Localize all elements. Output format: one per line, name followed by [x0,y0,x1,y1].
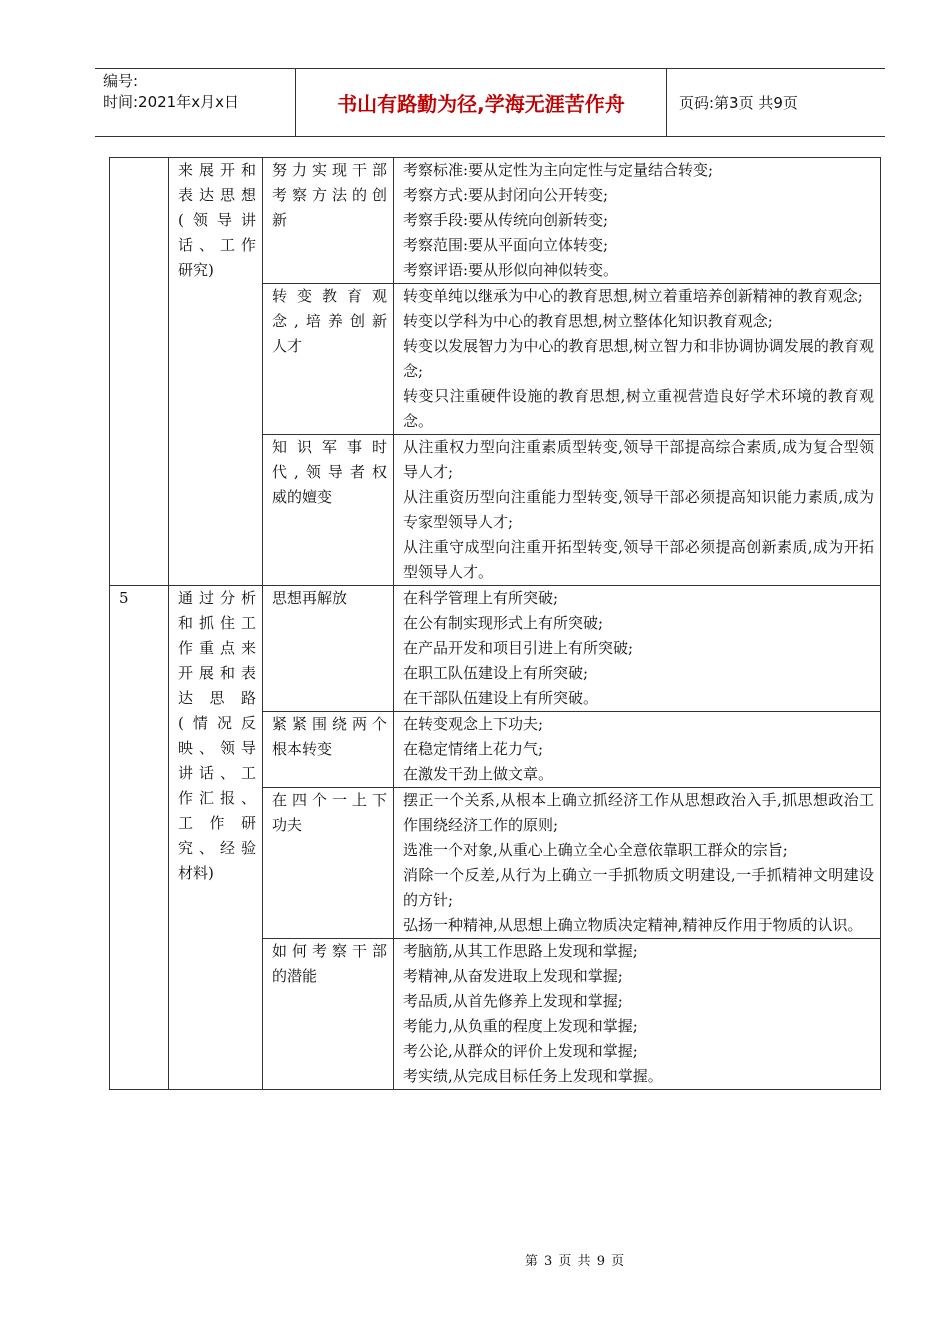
content-item: 选准一个对象,从重心上确立全心全意依靠职工群众的宗旨; [403,841,788,859]
topic-line: 努力实现干部 [272,161,387,179]
content-cell [394,435,881,586]
topic-cell [263,788,394,939]
topic-line: 转变教育观 [272,287,387,305]
content-cell [394,586,881,712]
content-cell [394,158,881,284]
topic-cell [263,939,394,1090]
document-number-label: 编号: [103,72,139,90]
content-item: 在职工队伍建设上有所突破; [403,664,589,682]
content-cell [394,939,881,1090]
topic-line: 知识军事时 [272,438,387,456]
topic-line: 的潜能 [272,967,318,985]
content-item: 转变只注重硬件设施的教育思想,树立重视营造良好学术环境的教育观念。 [403,387,874,430]
category-line: 话、工作 [178,236,256,254]
category-line: 究、经验 [178,839,256,857]
content-item: 考品质,从首先修养上发现和掌握; [403,992,623,1010]
content-item: 从注重资历型向注重能力型转变,领导干部必须提高知识能力素质,成为专家型领导人才; [403,488,874,531]
content-item: 考察评语:要从形似向神似转变。 [403,261,619,279]
topic-line: 紧紧围绕两个 [272,715,387,733]
content-item: 考公论,从群众的评价上发现和掌握; [403,1042,638,1060]
topic-cell [263,586,394,712]
category-line: 通过分析 [178,589,256,607]
document-time-label: 时间:2021年x月x日 [103,93,239,111]
content-item: 摆正一个关系,从根本上确立抓经济工作从思想政治入手,抓思想政治工作围绕经济工作的原则; [403,791,874,834]
topic-line: 考察方法的创 [272,186,387,204]
category-line: (情况反 [178,714,256,732]
page-header [95,68,885,137]
content-item: 在激发干劲上做文章。 [403,765,554,783]
topic-line: 威的嬗变 [272,488,333,506]
content-item: 在产品开发和项目引进上有所突破; [403,639,634,657]
category-line: 表达思想 [178,186,256,204]
content-table [109,157,881,1090]
content-item: 转变以发展智力为中心的教育思想,树立智力和非协调协调发展的教育观念; [403,337,874,380]
content-item: 消除一个反差,从行为上确立一手抓物质文明建设,一手抓精神文明建设的方针; [403,866,874,909]
category-line: 来展开和 [178,161,256,179]
topic-line: 代,领导者权 [272,463,387,481]
topic-line: 新 [272,211,288,229]
content-item: 在转变观念上下功夫; [403,715,544,733]
category-cell [169,586,263,1090]
category-line: 讲话、工 [178,764,256,782]
topic-line: 念,培养创新 [272,312,387,330]
topic-line: 在四个一上下 [272,791,387,809]
content-item: 考能力,从负重的程度上发现和掌握; [403,1017,638,1035]
topic-cell [263,435,394,586]
content-item: 考察手段:要从传统向创新转变; [403,211,609,229]
content-item: 从注重权力型向注重素质型转变,领导干部提高综合素质,成为复合型领导人才; [403,438,874,481]
content-item: 在科学管理上有所突破; [403,589,559,607]
header-motto: 书山有路勤为径,学海无涯苦作舟 [296,69,667,136]
content-cell [394,284,881,435]
content-item: 转变以学科为中心的教育思想,树立整体化知识教育观念; [403,312,773,330]
content-table-body [110,158,881,1090]
category-line: 和抓住工 [178,614,256,632]
category-cell [169,158,263,586]
footer-page-number: 第 3 页 共 9 页 [524,1254,626,1269]
topic-line: 思想再解放 [272,589,348,607]
row-number-cell: 5 [110,586,169,1090]
page-footer [0,1250,950,1269]
row-number-cell [110,158,169,586]
table-row [110,158,881,284]
content-cell [394,788,881,939]
category-line: (领导讲 [178,211,256,229]
content-item: 在公有制实现形式上有所突破; [403,614,604,632]
header-page-label: 页码:第3页 共9页 [679,94,798,112]
content-item: 在干部队伍建设上有所突破。 [403,689,599,707]
content-cell [394,712,881,788]
topic-cell [263,158,394,284]
content-item: 考精神,从奋发进取上发现和掌握; [403,967,623,985]
topic-line: 如何考察干部 [272,942,387,960]
topic-cell [263,284,394,435]
category-line: 材料) [178,864,214,882]
category-line: 达思路 [178,689,256,707]
content-item: 转变单纯以继承为中心的教育思想,树立着重培养创新精神的教育观念; [403,287,863,305]
category-line: 作重点来 [178,639,256,657]
content-item: 考察范围:要从平面向立体转变; [403,236,609,254]
category-line: 映、领导 [178,739,256,757]
content-item: 在稳定情绪上花力气; [403,740,544,758]
content-item: 考察标准:要从定性为主向定性与定量结合转变; [403,161,714,179]
content-item: 从注重守成型向注重开拓型转变,领导干部必须提高创新素质,成为开拓型领导人才。 [403,538,874,581]
content-item: 弘扬一种精神,从思想上确立物质决定精神,精神反作用于物质的认识。 [403,916,863,934]
category-line: 开展和表 [178,664,256,682]
category-line: 研究) [178,261,214,279]
category-line: 作汇报、 [178,789,256,807]
topic-line: 人才 [272,337,303,355]
table-row [110,586,881,712]
topic-line: 功夫 [272,816,303,834]
content-item: 考实绩,从完成目标任务上发现和掌握。 [403,1067,663,1085]
content-item: 考察方式:要从封闭向公开转变; [403,186,609,204]
topic-line: 根本转变 [272,740,333,758]
content-item: 考脑筋,从其工作思路上发现和掌握; [403,942,638,960]
category-line: 工作研 [178,814,256,832]
header-meta [95,69,296,136]
topic-cell [263,712,394,788]
